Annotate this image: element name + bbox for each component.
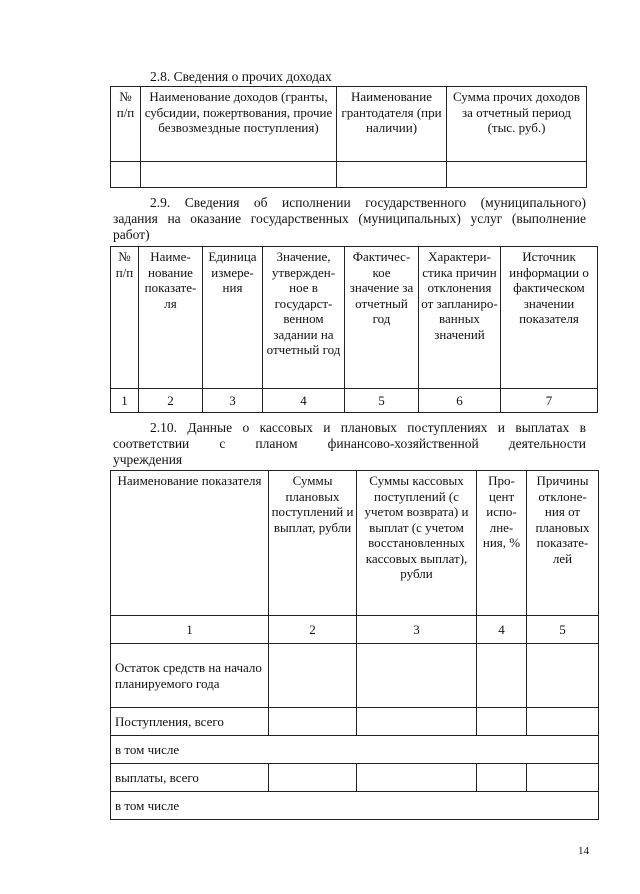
- table-cell: [527, 708, 599, 736]
- header-deviation-reason: Характери-стика причин отклонения от запланиро-ванных значений: [419, 247, 501, 389]
- column-number: 2: [269, 616, 357, 644]
- row-label-receipts-total: Поступления, всего: [111, 708, 269, 736]
- section-2-9-title-line1: 2.9. Сведения об исполнении государственного (муниципального): [150, 195, 586, 210]
- other-income-header-row: [111, 87, 587, 162]
- column-number: 1: [111, 389, 139, 413]
- column-number: 4: [477, 616, 527, 644]
- section-2-10-title-line2: соответствии с планом финансово-хозяйственной деятельности: [113, 436, 586, 451]
- header-planned-sums: Суммы плановых поступлений и выплат, рубли: [269, 471, 357, 616]
- table-cell: [357, 644, 477, 708]
- column-number: 4: [263, 389, 345, 413]
- table-row: [111, 644, 599, 708]
- table-row: [111, 764, 599, 792]
- column-number: 5: [527, 616, 599, 644]
- table-cell: [527, 764, 599, 792]
- header-deviation-reasons: Причины отклоне-ния от плановых показате-лей: [527, 471, 599, 616]
- state-task-header-row: [111, 247, 598, 389]
- table-cell: [477, 644, 527, 708]
- table-row: [111, 162, 587, 188]
- state-task-table: [110, 246, 598, 413]
- row-label-including: в том числе: [111, 736, 599, 764]
- header-approved-value: Значение, утвержден-ное в государст-венном задании на отчетный год: [263, 247, 345, 389]
- header-grantor: Наименование грантодателя (при наличии): [337, 87, 447, 162]
- other-income-table: [110, 86, 587, 188]
- header-income-sum: Сумма прочих доходов за отчетный период (тыс. руб.): [447, 87, 587, 162]
- table-cell: [111, 162, 141, 188]
- column-number: 5: [345, 389, 419, 413]
- header-cash-sums: Суммы кассовых поступлений (с учетом возврата) и выплат (с учетом восстановленных кассовых выплат), рубли: [357, 471, 477, 616]
- table-row: [111, 708, 599, 736]
- section-2-8-title: 2.8. Сведения о прочих доходах: [150, 69, 332, 84]
- table-cell: [269, 708, 357, 736]
- table-row: [111, 792, 599, 820]
- table-cell: [357, 764, 477, 792]
- column-number: 6: [419, 389, 501, 413]
- section-2-10-title-line3: учреждения: [113, 452, 183, 467]
- section-2-9-title-line3: работ): [113, 227, 150, 242]
- row-label-including: в том числе: [111, 792, 599, 820]
- column-number: 3: [203, 389, 263, 413]
- column-number: 7: [501, 389, 598, 413]
- header-indicator-name: Наименование показателя: [111, 471, 269, 616]
- table-cell: [337, 162, 447, 188]
- row-label-opening-balance: Остаток средств на начало планируемого года: [111, 644, 269, 708]
- header-num: № п/п: [111, 247, 139, 389]
- table-cell: [477, 764, 527, 792]
- table-cell: [527, 644, 599, 708]
- table-cell: [477, 708, 527, 736]
- table-cell: [447, 162, 587, 188]
- column-number: 1: [111, 616, 269, 644]
- header-indicator-name: Наиме-нование показате-ля: [139, 247, 203, 389]
- table-cell: [269, 644, 357, 708]
- column-number: 3: [357, 616, 477, 644]
- section-2-9-title-line2: задания на оказание государственных (муниципальных) услуг (выполнение: [113, 211, 586, 226]
- table-cell: [269, 764, 357, 792]
- cash-flow-table: [110, 470, 599, 820]
- column-numbers-row: [111, 616, 599, 644]
- column-numbers-row: [111, 389, 598, 413]
- column-number: 2: [139, 389, 203, 413]
- table-cell: [141, 162, 337, 188]
- header-unit: Единица измере-ния: [203, 247, 263, 389]
- table-cell: [357, 708, 477, 736]
- page-number: 14: [578, 845, 589, 857]
- header-execution-percent: Про-цент испо-лне-ния, %: [477, 471, 527, 616]
- header-actual-value: Фактичес-кое значение за отчетный год: [345, 247, 419, 389]
- row-label-payments-total: выплаты, всего: [111, 764, 269, 792]
- cash-flow-header-row: [111, 471, 599, 616]
- header-income-name: Наименование доходов (гранты, субсидии, пожертвования, прочие безвозмездные поступления): [141, 87, 337, 162]
- header-info-source: Источник информации о фактическом значении показателя: [501, 247, 598, 389]
- table-row: [111, 736, 599, 764]
- header-num: № п/п: [111, 87, 141, 162]
- section-2-10-title-line1: 2.10. Данные о кассовых и плановых поступлениях и выплатах в: [150, 420, 586, 435]
